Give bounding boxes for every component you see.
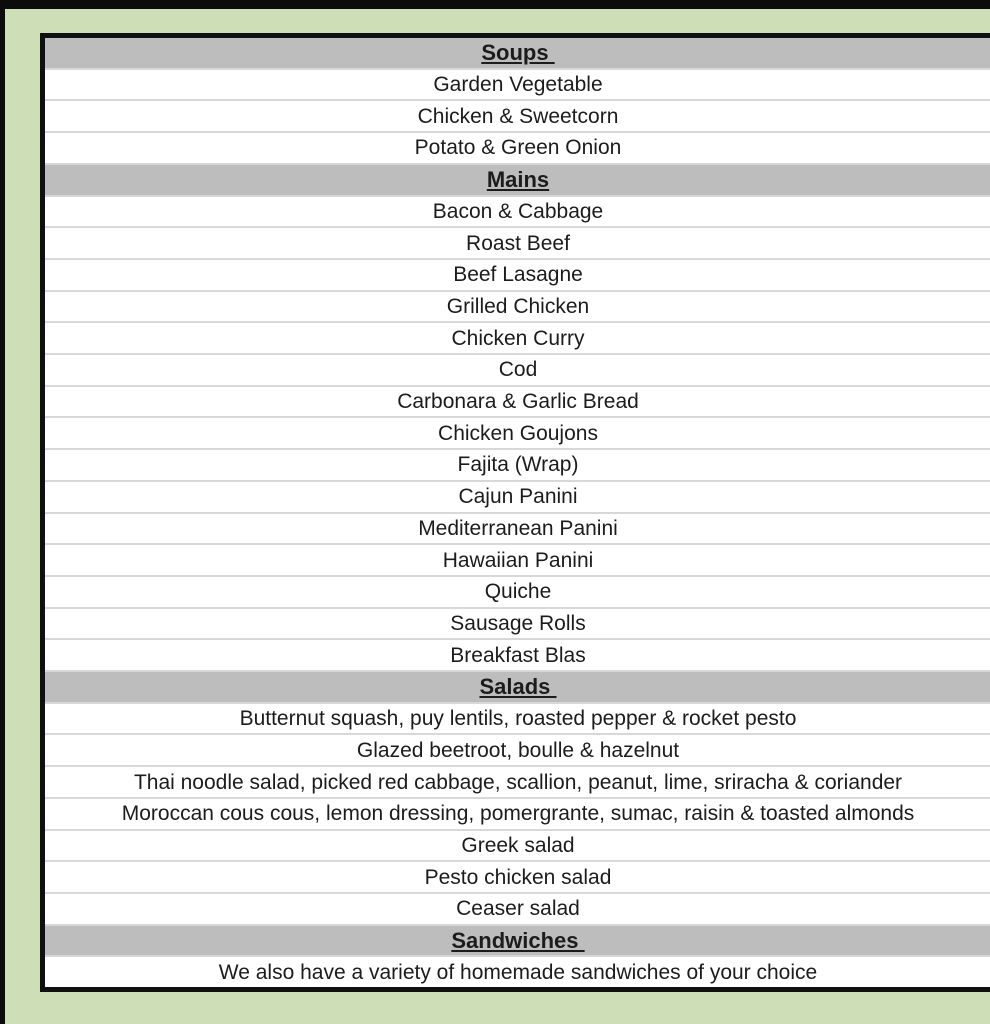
menu-item-label: Garden Vegetable	[433, 73, 603, 97]
menu-item-row	[45, 197, 990, 229]
menu-item-row	[45, 355, 990, 387]
menu-item-label: Carbonara & Garlic Bread	[397, 390, 639, 414]
menu-item-row	[45, 450, 990, 482]
menu-item-row	[45, 514, 990, 546]
menu-item-label: Hawaiian Panini	[442, 548, 594, 572]
menu-item-row	[45, 323, 990, 355]
menu-item-label: Fajita (Wrap)	[457, 453, 579, 477]
section-title: Mains	[486, 166, 550, 192]
menu-item-row	[45, 482, 990, 514]
menu-item-label: Greek salad	[461, 833, 575, 857]
menu-item-row	[45, 545, 990, 577]
menu-item-label: Pesto chicken salad	[424, 865, 612, 889]
menu-item-label: Glazed beetroot, boulle & hazelnut	[356, 738, 680, 762]
menu-item-label: We also have a variety of homemade sandwiches of your choice	[218, 960, 818, 984]
section-title: Sandwiches	[451, 927, 585, 953]
menu-item-row	[45, 862, 990, 894]
menu-item-row	[45, 70, 990, 102]
menu-item-label: Roast Beef	[466, 231, 570, 255]
menu-item-row	[45, 640, 990, 672]
menu-item-label: Cod	[498, 358, 538, 382]
menu-item-label: Bacon & Cabbage	[432, 199, 604, 223]
menu-item-row	[45, 704, 990, 736]
menu-item-label: Beef Lasagne	[453, 263, 583, 287]
menu-item-label: Grilled Chicken	[446, 294, 590, 318]
menu-item-label: Sausage Rolls	[450, 612, 586, 635]
section-header-row	[45, 926, 990, 958]
menu-item-label: Chicken Goujons	[438, 421, 598, 445]
section-header-row	[45, 165, 990, 197]
menu-item-row	[45, 133, 990, 165]
menu-item-row	[45, 577, 990, 609]
menu-item-label: Thai noodle salad, picked red cabbage, scallion, peanut, lime, sriracha & coriander	[133, 770, 903, 794]
section-title: Salads	[479, 673, 557, 699]
menu-item-label: Chicken & Sweetcorn	[417, 104, 619, 128]
menu-item-row	[45, 831, 990, 863]
menu-item-row	[45, 799, 990, 831]
menu-item-row	[45, 418, 990, 450]
menu-item-row	[45, 260, 990, 292]
menu-item-label: Ceaser salad	[456, 897, 580, 921]
menu-item-label: Chicken Curry	[451, 326, 585, 350]
menu-item-row	[45, 894, 990, 926]
menu-item-label: Potato & Green Onion	[414, 136, 622, 160]
section-title: Soups	[481, 39, 555, 65]
menu-item-row	[45, 387, 990, 419]
menu-item-row	[45, 767, 990, 799]
menu-item-label: Breakfast Blas	[450, 643, 586, 667]
section-header-row	[45, 672, 990, 704]
menu-item-row	[45, 292, 990, 324]
menu-table	[40, 33, 990, 992]
menu-item-label: Butternut squash, puy lentils, roasted pepper & rocket pesto	[239, 707, 797, 731]
menu-item-row	[45, 735, 990, 767]
menu-item-label: Mediterranean Panini	[418, 516, 618, 540]
menu-item-row	[45, 228, 990, 260]
menu-item-label: Quiche	[484, 580, 552, 604]
menu-item-row	[45, 957, 990, 987]
menu-item-row	[45, 101, 990, 133]
menu-item-row	[45, 609, 990, 641]
section-header-row	[45, 38, 990, 70]
menu-item-label: Cajun Panini	[458, 485, 578, 509]
menu-item-label: Moroccan cous cous, lemon dressing, pomergrante, sumac, raisin & toasted almonds	[121, 802, 915, 826]
